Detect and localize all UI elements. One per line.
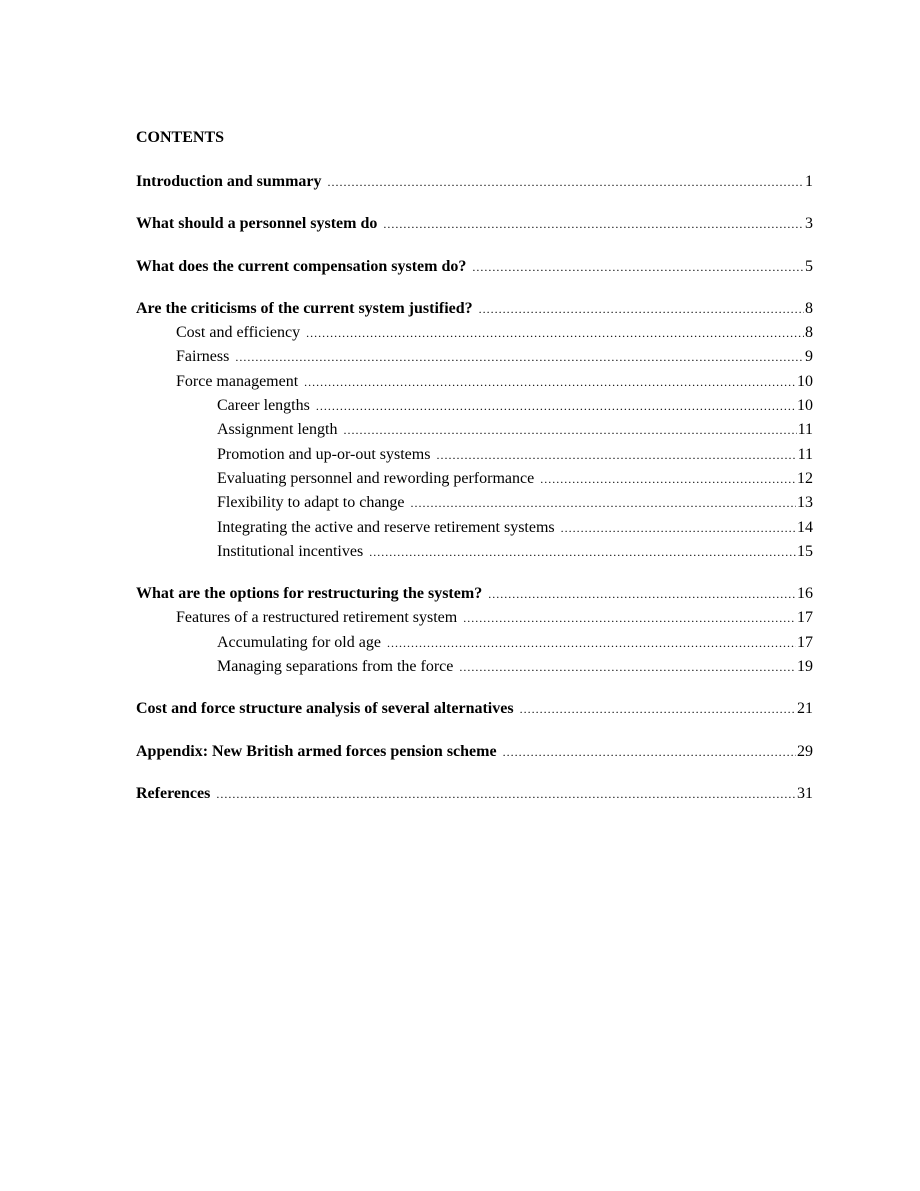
toc-entry-cost-analysis[interactable] xyxy=(136,697,813,721)
dot-leader xyxy=(503,741,796,764)
toc-entry-separations[interactable] xyxy=(136,655,813,679)
dot-leader xyxy=(304,371,796,394)
toc-entry-title: Cost and force structure analysis of several alternatives xyxy=(136,700,514,718)
dot-leader xyxy=(561,517,796,540)
toc-entry-title: Fairness xyxy=(176,348,230,366)
toc-page-number: 29 xyxy=(797,742,813,760)
toc-entry-restructured-features[interactable] xyxy=(136,606,813,630)
toc-page-number: 31 xyxy=(797,784,813,802)
toc-page-number: 5 xyxy=(805,257,813,275)
dot-leader xyxy=(235,346,804,369)
toc-entry-title: Appendix: New British armed forces pension scheme xyxy=(136,742,497,760)
dot-leader xyxy=(328,171,804,194)
toc-entry-integrating-systems[interactable] xyxy=(136,516,813,540)
toc-page-number: 14 xyxy=(797,518,813,536)
page-title: CONTENTS xyxy=(136,129,225,146)
toc-page-number: 8 xyxy=(805,324,813,342)
toc-entry-title: Are the criticisms of the current system justified? xyxy=(136,299,473,317)
toc-page-number: 10 xyxy=(797,372,813,390)
dot-leader xyxy=(369,541,796,564)
toc-page-number: 11 xyxy=(797,421,813,439)
toc-entry-title: What does the current compensation system do? xyxy=(136,257,467,275)
toc-entry-evaluating-personnel[interactable] xyxy=(136,467,813,491)
toc-entry-title: Managing separations from the force xyxy=(217,658,454,676)
toc-entry-title: References xyxy=(136,784,211,802)
dot-leader xyxy=(488,583,796,606)
toc-page-number: 3 xyxy=(805,215,813,233)
toc-entry-flexibility[interactable] xyxy=(136,491,813,515)
toc-page-number: 10 xyxy=(797,397,813,415)
toc-page-number: 17 xyxy=(797,609,813,627)
toc-page-number: 13 xyxy=(797,494,813,512)
toc-entry-assignment-length[interactable] xyxy=(136,418,813,442)
toc-entry-title: Force management xyxy=(176,372,299,390)
toc-entry-references[interactable] xyxy=(136,782,813,806)
dot-leader xyxy=(216,783,796,806)
toc-entry-cost-efficiency[interactable] xyxy=(136,321,813,345)
toc-page-number: 17 xyxy=(797,633,813,651)
toc-entry-title: Institutional incentives xyxy=(217,542,364,560)
toc-entry-title: Cost and efficiency xyxy=(176,324,301,342)
toc-page-number: 21 xyxy=(797,700,813,718)
toc-page-number: 15 xyxy=(797,542,813,560)
toc-entry-fairness[interactable] xyxy=(136,345,813,369)
toc-entry-title: Assignment length xyxy=(217,421,338,439)
dot-leader xyxy=(387,632,796,655)
table-of-contents xyxy=(136,128,813,806)
toc-entry-personnel-system[interactable] xyxy=(136,212,813,236)
dot-leader xyxy=(436,444,796,467)
dot-leader xyxy=(306,322,804,345)
dot-leader xyxy=(463,607,796,630)
toc-page-number: 16 xyxy=(797,585,813,603)
toc-entry-title: Promotion and up-or-out systems xyxy=(217,445,431,463)
toc-entry-title: Features of a restructured retirement system xyxy=(176,609,458,627)
toc-entry-title: Career lengths xyxy=(217,397,310,415)
toc-page-number: 19 xyxy=(797,658,813,676)
toc-page-number: 1 xyxy=(805,173,813,190)
toc-entry-title: What should a personnel system do xyxy=(136,215,378,233)
dot-leader xyxy=(540,468,796,491)
toc-entry-criticisms[interactable] xyxy=(136,297,813,321)
toc-entry-introduction[interactable] xyxy=(136,170,813,194)
toc-page-number: 9 xyxy=(805,348,813,366)
dot-leader xyxy=(520,698,796,721)
toc-page-number: 12 xyxy=(797,469,813,487)
toc-entry-promotion[interactable] xyxy=(136,443,813,467)
dot-leader xyxy=(343,419,796,442)
toc-page-number: 8 xyxy=(805,299,813,317)
toc-page-number: 11 xyxy=(797,445,813,463)
toc-entry-force-management[interactable] xyxy=(136,370,813,394)
toc-entry-title: Integrating the active and reserve retirement systems xyxy=(217,518,555,536)
toc-entry-appendix[interactable] xyxy=(136,740,813,764)
toc-entry-title: What are the options for restructuring the system? xyxy=(136,585,483,603)
dot-leader xyxy=(479,298,804,321)
toc-entry-current-compensation[interactable] xyxy=(136,255,813,279)
toc-entry-title: Introduction and summary xyxy=(136,173,322,190)
dot-leader xyxy=(383,213,804,236)
toc-entry-institutional-incentives[interactable] xyxy=(136,540,813,564)
dot-leader xyxy=(472,256,804,279)
toc-entry-title: Flexibility to adapt to change xyxy=(217,494,405,512)
toc-entry-title: Accumulating for old age xyxy=(217,633,381,651)
toc-entry-restructuring-options[interactable] xyxy=(136,582,813,606)
dot-leader xyxy=(411,492,796,515)
dot-leader xyxy=(459,656,796,679)
dot-leader xyxy=(316,395,796,418)
toc-entry-old-age[interactable] xyxy=(136,631,813,655)
toc-entry-career-lengths[interactable] xyxy=(136,394,813,418)
toc-entry-title: Evaluating personnel and rewording performance xyxy=(217,469,535,487)
